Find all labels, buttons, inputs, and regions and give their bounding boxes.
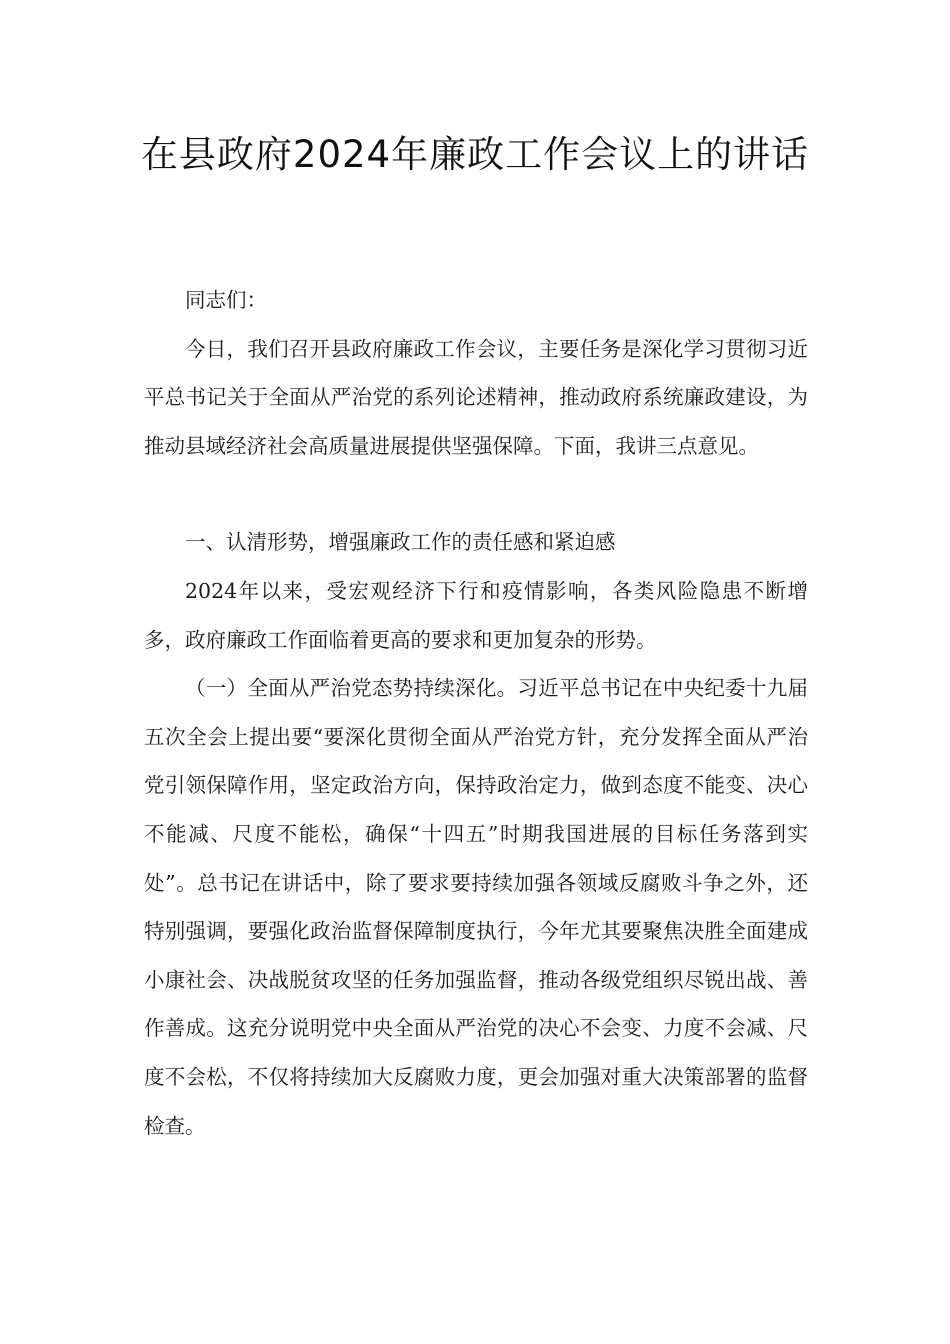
salutation: 同志们： <box>185 288 267 312</box>
paragraph-point-1: （一）全面从严治党态势持续深化。习近平总书记在中央纪委十九届五次全会上提出要“要深化贯彻全面从严治党方针，充分发挥全面从严治党引领保障作用，坚定政治方向，保持政治定力，做到态度不能变、决心不能减、尺度不能松，确保“十四五”时期我国进展的目标任务落到实处”。总书记在讲话中，除了要求要持续加强各领域反腐败斗争之外，还特别强调，要强化政治监督保障制度执行，今年尤其要聚焦决胜全面建成小康社会、决战脱贫攻坚的任务加强监督，推动各级党组织尽锐出战、善作善成。这充分说明党中央全面从严治党的决心不会变、力度不会减、尺度不会松，不仅将持续加大反腐败力度，更会加强对重大决策部署的监督检查。 <box>144 676 808 1138</box>
section-heading-1: 一、认清形势，增强廉政工作的责任感和紧迫感 <box>185 530 616 555</box>
document-title: 在县政府2024年廉政工作会议上的讲话 <box>140 133 810 176</box>
paragraph-intro: 今日，我们召开县政府廉政工作会议，主要任务是深化学习贯彻习近平总书记关于全面从严治党的系列论述精神，推动政府系统廉政建设，为推动县域经济社会高质量进展提供坚强保障。下面，我讲三点意见。 <box>144 336 808 458</box>
paragraph-situation: 2024年以来，受宏观经济下行和疫情影响，各类风险隐患不断增多，政府廉政工作面临着更高的要求和更加复杂的形势。 <box>144 578 808 652</box>
document-body <box>144 276 808 1150</box>
section-gap <box>144 470 808 518</box>
